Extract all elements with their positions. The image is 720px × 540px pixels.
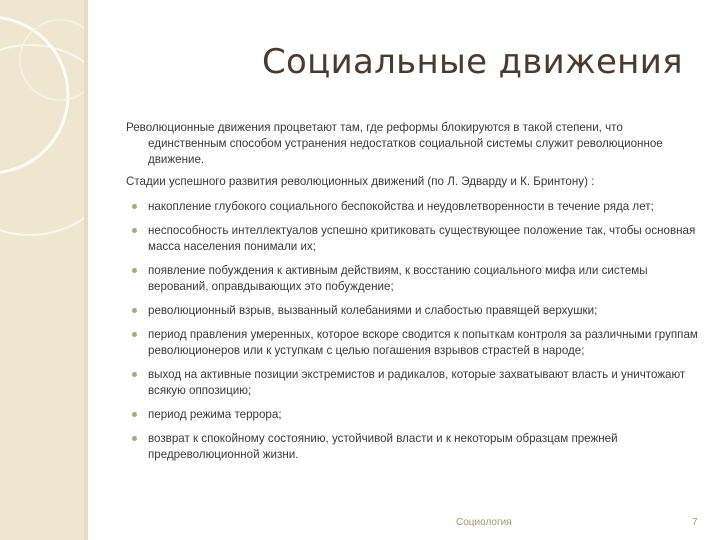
slide-body: [126, 120, 700, 471]
list-item: [126, 367, 700, 399]
bullet-icon: [132, 332, 137, 337]
stages-list: [126, 199, 700, 463]
list-item-text: возврат к спокойному состоянию, устойчивой власти и к некоторым образцам прежней предреволюционной жизни.: [148, 432, 618, 461]
slide-title: Социальные движения: [262, 42, 683, 82]
list-item-text: период режима террора;: [148, 408, 282, 421]
side-band-edge: [84, 0, 88, 540]
list-item: [126, 407, 700, 423]
list-item: [126, 199, 700, 215]
list-item-text: период правления умеренных, которое вскоре сводится к попыткам контроля за различными группам революционеров или к уступкам с целью погашения взрывов страстей в народе;: [148, 328, 698, 357]
list-item-text: появление побуждения к активным действиям, к восстанию социального мифа или системы верований, оправдывающих это побуждение;: [148, 264, 648, 293]
bullet-icon: [132, 228, 137, 233]
list-item: [126, 303, 700, 319]
bullet-icon: [132, 308, 137, 313]
list-item-text: накопление глубокого социального беспокойства и неудовлетворенности в течение ряда лет;: [148, 200, 654, 213]
list-item: [126, 327, 700, 359]
stages-heading: Стадии успешного развития революционных движений (по Л. Эдварду и К. Бринтону) :: [126, 175, 595, 188]
bullet-icon: [132, 412, 137, 417]
page-number: 7: [692, 517, 698, 528]
list-item: [126, 431, 700, 463]
bullet-icon: [132, 268, 137, 273]
bullet-icon: [132, 204, 137, 209]
intro-paragraph: Революционные движения процветают там, где реформы блокируются в такой степени, что единственным способом устранения недостатков социальной системы служит революционное движение.: [126, 121, 663, 166]
bullet-icon: [132, 372, 137, 377]
list-item-text: выход на активные позиции экстремистов и радикалов, которые захватывают власть и уничтожают всякую оппозицию;: [148, 368, 686, 397]
list-item: [126, 263, 700, 295]
list-item-text: революционный взрыв, вызванный колебаниями и слабостью правящей верхушки;: [148, 304, 598, 317]
decorative-side-band: [0, 0, 84, 540]
footer-subject: Социология: [456, 517, 512, 528]
list-item: [126, 223, 700, 255]
list-item-text: неспособность интеллектуалов успешно критиковать существующее положение так, чтобы основная масса населения понимали их;: [148, 224, 696, 253]
decorative-circles-icon: [0, 0, 84, 540]
bullet-icon: [132, 436, 137, 441]
